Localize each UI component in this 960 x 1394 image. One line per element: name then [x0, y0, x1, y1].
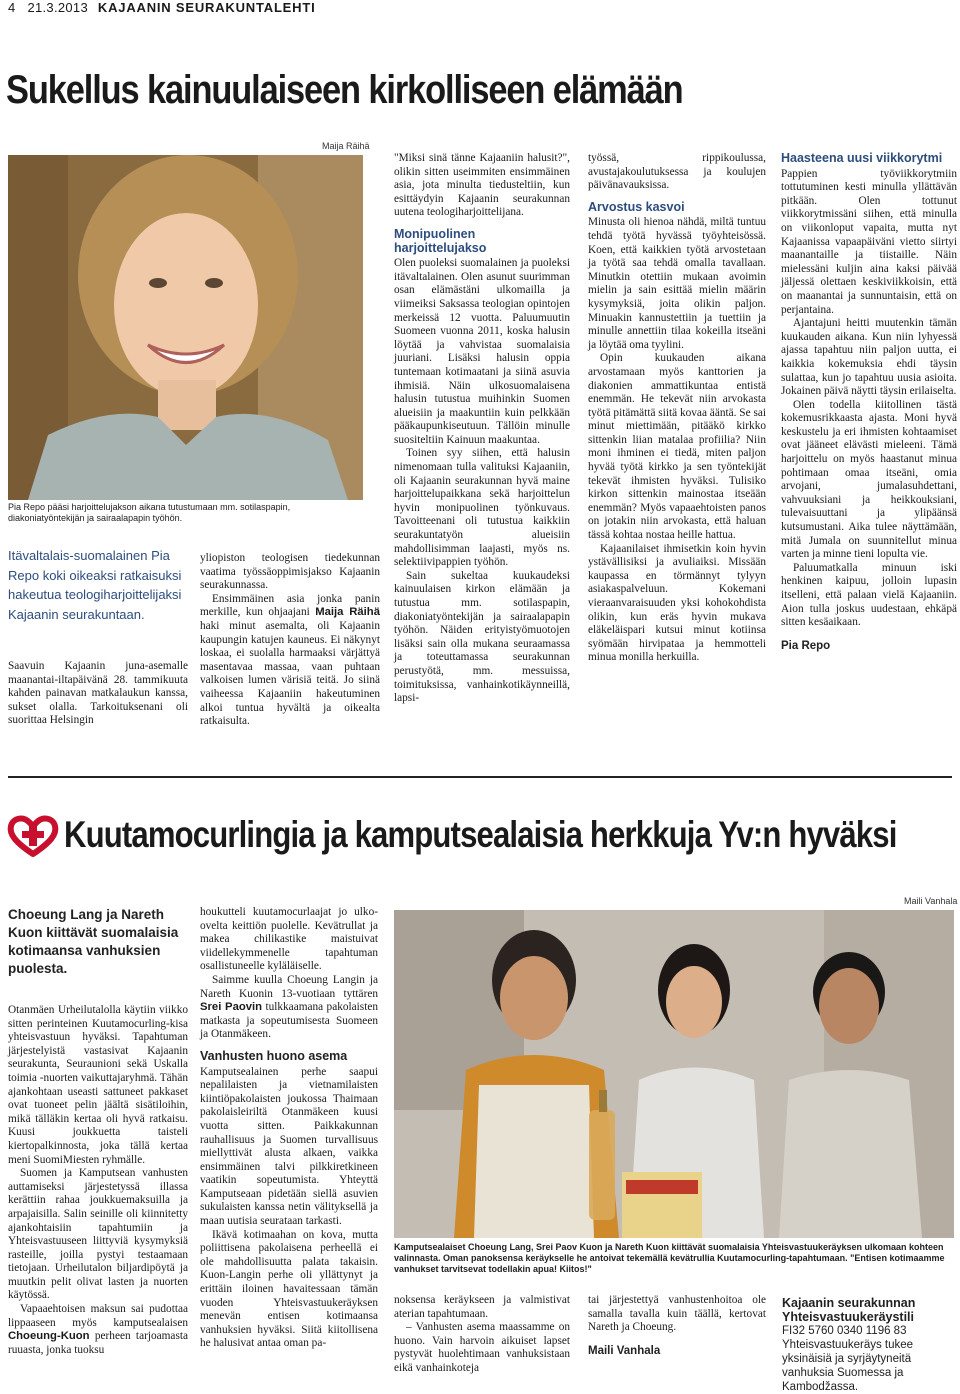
article1-headline: Sukellus kainuulaiseen kirkolliseen elämään — [6, 68, 683, 112]
subheading: Arvostus kasvoi — [588, 199, 685, 214]
article1-lede: Itävaltalais-suomalainen Pia Repo koki oikeaksi ratkaisuksi hakeutua teologiharjoittelijaksi Kajaanin seurakuntaan. — [8, 548, 182, 622]
paragraph: Pappien työviikkorytmiin tottutuminen kesti minulla yllättävän pitkään. Olen tottunut viikkorytmissäni siihen, että minulla on viikonloput vapaita, mutta nyt Kajaanissa vapaapäiväni vietto siirtyi maanantaille ja tiistaille. Näin mielessäni kuljin aina kaksi päivää jäljessä olettaen keskiviikkoisin, että on maanantai ja sunnuntaisin, että on perjantaina. — [781, 167, 957, 316]
paragraph: noksensa keräykseen ja valmistivat aterian tapahtumaan. — [394, 1294, 570, 1320]
person-name: Srei Paovin — [200, 1001, 263, 1014]
family-photo — [394, 910, 954, 1238]
subheading: Vanhusten huono asema — [200, 1048, 348, 1063]
paragraph: Otanmäen Urheilutalolla käytiin viikko sitten perinteinen Kuutamocurling-kisa yhteisvastuun hyväksi. Tapahtuman järjestelyistä vastasivat Kajaanin seurakunta, Seuraunioni sekä Uskalla toimia -nuorten vaikuttajaryhmä. Tähän ajankohtaan useasti sattuneet pakkaset ovat tuoneet pelin jäältä sisätiloihin, mikä tälläkin kertaa oli hyvä ratkaisu. Kuusi joukkuetta taisteli kiertopalkinnosta, joka tällä kertaa meni SuomiMiesten ryhmälle. — [8, 1004, 188, 1166]
family-illustration — [394, 910, 954, 1238]
article1-byline: Pia Repo — [781, 639, 831, 652]
article1-column-4 — [588, 152, 766, 732]
paragraph: yliopiston teologisen tiedekunnan vaatima työssäoppimisjakso Kajaanin seurakunnassa. — [200, 552, 380, 592]
paragraph: tai järjestettyä vanhustenhoitoa ole samalla tavalla kuin täällä, kertovat Nareth ja Choeung. — [588, 1294, 766, 1334]
article2-column-2 — [200, 906, 378, 1372]
yhteisvastuu-heart-cross-logo — [7, 814, 59, 858]
paragraph — [200, 593, 380, 729]
article2-headline: Kuutamocurlingia ja kamputsealaisia herkkuja Yv:n hyväksi — [64, 814, 897, 855]
article2-column-4 — [588, 1294, 766, 1374]
photo1-credit: Maija Räihä — [322, 141, 370, 151]
paragraph: Opin kuukauden aikana arvostamaan myös kanttorien ja diakonien ammattikuntaa entistä enemmän. He tekevät niin arvokasta työtä pitämättä siitä kovaa ääntä. Se sai minut miettimään, pitääkö kirkko sittenkin liian matalaa profiilia? Niin moni ihminen ei tiedä, miten paljon hyvää työtä kirkko ja sen työntekijät tekevät ihmisten hyväksi. Tulisiko kirkon sittenkin mainostaa itseään enemmän? Myös vapaaehtoisten panos on jotakin niin arvokasta, että haluan tässä kohtaa nostaa heille hattua. — [588, 352, 766, 542]
photo2-credit: Maili Vanhala — [904, 896, 958, 906]
paragraph: houkutteli kuutamocurlaajat jo ulko-ovelta keittiön puolelle. Kevätrullat ja makea chilikastike maistuivat viidellekymmenelle tapahtuman osallistuneelle kyläläiselle. — [200, 906, 378, 973]
text-run: haki minut asemalta, oli Kajaanin kaupungin katujen kauneus. Ei näkynyt loskaa, ei suolalla harmaaksi värjättyä masentavaa massaa, vaan puhtaan valkoisen lumen värisiä teitä. Jo siinä vaiheessa Kajaaniin hakeutuminen alkoi tuntua hyvältä ja oikealta ratkaisulta. — [200, 619, 380, 728]
pia-repo-photo — [8, 155, 363, 500]
paragraph: Kamputsealainen perhe saapui nepalilaisten ja vietnamilaisten kiintiöpakolaisten joukossa Thaimaan pakolaisleiriltä Otanmäkeen kuusi vuotta sitten. Paikkakunnan rauhallisuus ja Suomen turvallisuus miellyttivät alusta alkaen, vaikka ensimmäinen talvi pilkkiretkineen vaatikin sopeutumista. Yhteyttä Kamputseaan pidetään siellä asuvien sukulaisten kanssa netin välityksellä ja maan uutisia seurataan tarkasti. — [200, 1065, 378, 1228]
article1-column-2 — [200, 552, 380, 742]
text-run: Ensimmäinen asia jonka panin merkille, kun ohjaajani — [200, 592, 380, 619]
article1-column-5 — [781, 152, 957, 702]
photo1-caption: Pia Repo pääsi harjoittelujakson aikana tutustumaan mm. sotilaspapin, diakoniatyöntekijän ja sairaalapapin työhön. — [8, 502, 291, 523]
article1-column-1 — [8, 660, 188, 740]
paragraph: Olen todella kiitollinen tästä kokemusrikkaasta ajasta. Moni hyvä keskustelu ja eri ihmisten kohtaamiset ovat jääneet elävästi mieleeni. Tämä harjoittelu on myös haastanut minua pohtimaan omaa itseäni, omia arvojani, jumalasuhdettani, vahvuuksiani ja heikkouksiani, tulevaisuuttani ja ylipäänsä kutsumustani. Aika tulee näyttämään, mitä Jumala on suunnitellut minua varten ja minne tieni lopulta vie. — [781, 398, 957, 561]
account-number: FI32 5760 0340 1196 83 — [782, 1325, 907, 1337]
page-header — [8, 0, 316, 14]
donation-info-box — [782, 1296, 958, 1394]
person-name: Choeung-Kuon — [8, 1330, 90, 1343]
section-divider — [8, 776, 952, 778]
photo2-caption: Kamputsealaiset Choeung Lang, Srei Paov Kuon ja Nareth Kuon kiittävät suomalaisia Yhteisvastuukeräyksen ulkomaan kohteen valinnasta. Oman panoksensa keräykselle he antoivat tekemällä kevätrullia Kuutamocurling-tapahtumaan. "Entisen kotimaamme vanhukset tarvitsevat todellakin apua! Kiitos!" — [394, 1242, 945, 1274]
subheading: Haasteena uusi viikkorytmi — [781, 151, 943, 165]
article2-column-3 — [394, 1294, 570, 1374]
heart-cross-icon — [7, 814, 59, 858]
article2-byline: Maili Vanhala — [588, 1344, 661, 1357]
account-description: Yhteisvastuukeräys tukee yksinäisiä ja syrjäytyneitä vanhuksia Suomessa ja Kambodžassa. — [782, 1339, 914, 1393]
text-run: perheen tarjoamasta ruuasta, jonka tuoksu — [8, 1330, 188, 1356]
article1-column-3 — [394, 152, 570, 732]
portrait-illustration — [8, 155, 363, 500]
paragraph: Olen puoleksi suomalainen ja puoleksi itävaltalainen. Olen asunut suurimman osan elämästäni ulkomailla ja viimeiksi Saksassa teologian opintojen merkeissä 12 vuotta. Paluumuutin Suomeen vuonna 2011, koska halusin löytää ja vahvistaa suomalaisia juuriani. Lisäksi halusin oppia tuntemaan kotimaatani ja siinä asuvia ihmisiä. Näin ulkosuomalaisena halusin tutustua muihinkin Suomen alueisiin ja maakuntiin kuin pelkkään pääkaupunkiseutuun. Tällöin minulle suositeltiin Kainuun maakuntaa. — [394, 257, 570, 446]
paper-name: KAJAANIN SEURAKUNTALEHTI — [97, 0, 316, 15]
text-run: tulkkaamana pakolaisten matkasta ja sopeutumisesta Suomeen ja Otanmäkeen. — [200, 1001, 378, 1041]
paragraph: työssä, rippikoulussa, avustajakoulutuksessa ja koulujen päivänavauksissa. — [588, 152, 766, 192]
text-run: Saimme kuulla Choeung Langin ja Nareth Kuonin 13-vuotiaan tyttären — [200, 973, 378, 1000]
paragraph: Minusta oli hienoa nähdä, miltä tuntuu tehdä työtä hyvässä työyhteisössä. Koen, että kaikkien työtä arvostetaan ja työtä saa tehdä omalla tavallaan. Minutkin otettiin mukaan avoimin mielin ja sain esittää mielin määrin kysymyksiä, joita olikin paljon. Minuakin kannustettiin ja tuettiin ja minulle annettiin tilaa kokeilla itseäni ja löytää oma tyylini. — [588, 216, 766, 351]
paragraph: Suomen ja Kamputsean vanhusten auttamiseksi järjestetyssä illassa kerättiin rahaa joukkuemaksuilla ja arpajaisilla. Salin seinille oli kiinnitetty ajankohtaisiin tapahtumiin ja Yhteisvastuuseen liittyviä kysymyksiä rasteille, joilla pystyi testaamaan tietojaan. Urheilutalon biljardipöytä ja muutkin pelit olivat lasten ja nuorten käytössä. — [8, 1167, 188, 1302]
text-run: Vapaaehtoisen maksun sai pudottaa lippaaseen myös kamputsealaisen — [8, 1303, 188, 1329]
paragraph — [200, 974, 378, 1042]
paragraph: Kajaanilaiset ihmisetkin koin hyvin ystävällisiksi ja avuliaiksi. Missään kaupassa en törmännyt tylyyn asiakaspalveluun. Kokemani vieraanvaraisuuden yksi kohokohdista olikin, kun eräs hyvin mukava eläkeläispari kutsui minut kotiinsa syömään hirvipataa ja hemmotteli minua monilla herkuilla. — [588, 542, 766, 664]
article2-column-1 — [8, 1004, 188, 1372]
page-number: 4 — [8, 0, 16, 15]
paragraph: Ajantajuni heitti muutenkin tämän kuukauden aikana. Kun niin lyhyessä ajassa tapahtuu niin paljon uutta, ei kaikkia kokemuksia ehdi täysin sulattaa, kun jo tapahtuu uusia asioita. Jokainen päivä näytti täysin erilaiselta. — [781, 317, 957, 398]
paragraph: Saavuin Kajaanin juna-asemalle maanantai-iltapäivänä 28. tammikuuta kahden painavan matkalaukun kanssa, sukset olalla. Tarkoituksenani oli suorittaa Helsingin — [8, 660, 188, 727]
paragraph — [8, 1303, 188, 1357]
issue-date: 21.3.2013 — [27, 0, 88, 15]
paragraph: "Miksi sinä tänne Kajaaniin halusit?", olikin sitten useimmiten ensimmäinen asia, jota minulta tiedusteltiin, kun esittäydyin Kajaanin seurakunnan uutena teologiharjoittelijana. — [394, 152, 570, 219]
account-name: Kajaanin seurakunnan Yhteisvastuukeräystili — [782, 1296, 916, 1324]
article2-lede: Choeung Lang ja Nareth Kuon kiittävät suomalaisia kotimaansa vanhuksien puolesta. — [8, 907, 179, 976]
paragraph: Paluumatkalla minuun iski henkinen kaipuu, jolloin lupasin itselleni, että palaan vielä Kajaaniin. Aion tulla joskus uudestaan, ehkäpä sitten kesäaikaan. — [781, 561, 957, 629]
paragraph: – Vanhusten asema maassamme on huono. Vain harvoin aikuiset lapset pystyvät huolehtimaan vanhuksistaan eikä vanhainkoteja — [394, 1321, 570, 1374]
subheading: Monipuolinen harjoittelujakso — [394, 226, 487, 255]
paragraph: Toinen syy siihen, että halusin nimenomaan tulla valituksi Kajaaniin, oli Kajaanin seurakunnan hyvä maine harjoittelupaikkana sekä harjoittelun hyvin monipuolinen työnkuvaus. Tavoitteenani oli tutustua kaikkiin seurakuntatyön alueisiin mahdollisimman laajasti, myös ns. selektiivipappien työhön. — [394, 447, 570, 569]
paragraph: Ikävä kotimaahan on kova, mutta poliittisena pakolaisena perheellä ei ole mahdollisuutta palata takaisin. Kuon-Langin perhe oli yllättynyt ja erittäin iloinen havaitessaan tämän vuoden Yhteisvastuukeräyksen menevän entisen kotimaansa vanhuksien hyväksi. Siitä kiitollisena he halusivat antaa oman pa- — [200, 1228, 378, 1350]
person-name: Maija Räihä — [315, 606, 380, 619]
paragraph: Sain sukeltaa kuukaudeksi kainuulaisen kirkon elämään ja tutustua mm. sotilaspapin, diakoniatyöntekijän ja sairaalapapin työhön. Näiden erityistyömuotojen lisäksi sain olla mukana seuraamassa ja toteuttamassa seurakunnan perustyötä, mm. messuissa, toimituksissa, vanhainkotikäynneillä, lapsi- — [394, 569, 570, 705]
